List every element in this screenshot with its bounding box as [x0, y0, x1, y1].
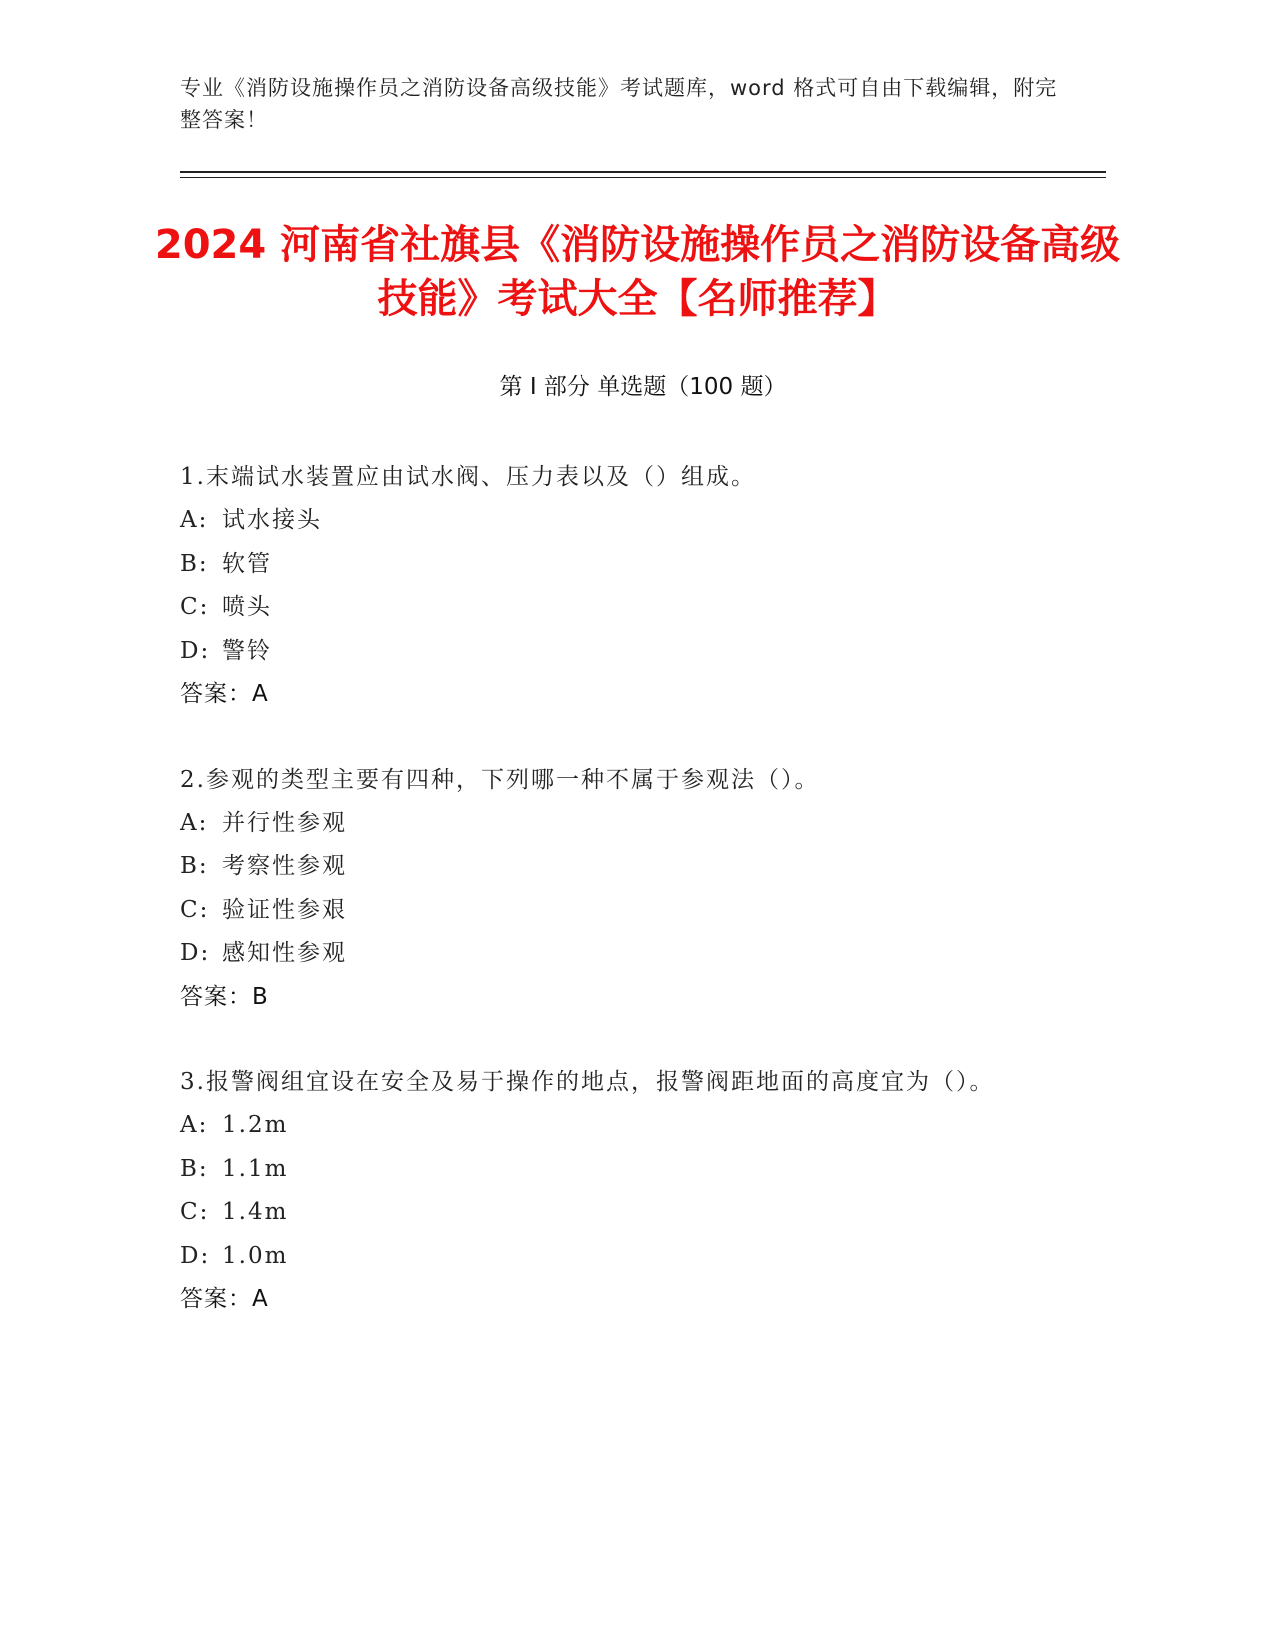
option-c: [180, 889, 1040, 933]
option-text: 喷头: [222, 594, 272, 620]
option-text: 1.2m: [222, 1112, 289, 1138]
option-b: [180, 845, 1040, 889]
option-text: 考察性参观: [222, 853, 347, 879]
option-text: 1.1m: [222, 1155, 289, 1182]
option-text: 试水接头: [222, 507, 322, 533]
option-key: D:: [180, 940, 211, 966]
option-key: C:: [180, 896, 210, 923]
option-key: C:: [180, 1199, 210, 1225]
question-stem: 3.报警阀组宜设在安全及易于操作的地点，报警阀距地面的高度宜为（）。: [180, 1069, 995, 1095]
option-key: C:: [180, 594, 210, 620]
section-heading: 第 I 部分 单选题（100 题）: [499, 374, 787, 400]
option-key: A:: [180, 809, 209, 836]
header-note: 专业《消防设施操作员之消防设备高级技能》考试题库，word 格式可自由下载编辑，附完整答案！: [180, 76, 1058, 132]
option-key: D:: [180, 1242, 211, 1269]
question-3: [180, 1061, 1040, 1322]
option-text: 验证性参艰: [222, 896, 347, 923]
option-d: [180, 630, 1040, 674]
option-d: [180, 1235, 1040, 1279]
answer-line: 答案：A: [180, 681, 269, 707]
option-a: [180, 499, 1040, 543]
option-key: A:: [180, 507, 209, 533]
option-a: [180, 1104, 1040, 1148]
option-text: 并行性参观: [222, 809, 347, 836]
option-key: D:: [180, 637, 211, 664]
option-key: B:: [180, 853, 209, 879]
option-b: [180, 543, 1040, 587]
option-text: 软管: [222, 550, 272, 577]
question-stem: 1.末端试水装置应由试水阀、压力表以及（）组成。: [180, 464, 756, 490]
option-a: [180, 802, 1040, 846]
option-text: 1.0m: [222, 1242, 289, 1269]
option-c: [180, 1191, 1040, 1235]
option-text: 1.4m: [222, 1199, 289, 1225]
answer-line: 答案：B: [180, 983, 269, 1010]
option-text: 感知性参观: [222, 940, 347, 966]
option-key: A:: [180, 1112, 209, 1138]
option-text: 警铃: [222, 637, 272, 664]
header-rule-thin: [180, 177, 1106, 178]
answer-line: 答案：A: [180, 1286, 269, 1312]
question-1: [180, 456, 1040, 717]
question-2: [180, 759, 1040, 1020]
option-key: B:: [180, 550, 209, 577]
question-stem: 2.参观的类型主要有四种，下列哪一种不属于参观法（）。: [180, 766, 820, 793]
option-b: [180, 1148, 1040, 1192]
document-title: 2024 河南省社旗县《消防设施操作员之消防设备高级技能》考试大全【名师推荐】: [154, 222, 1121, 322]
header-rule-thick: [180, 171, 1106, 173]
question-list: [180, 456, 1040, 1364]
option-c: [180, 586, 1040, 630]
option-d: [180, 932, 1040, 976]
option-key: B:: [180, 1155, 209, 1182]
